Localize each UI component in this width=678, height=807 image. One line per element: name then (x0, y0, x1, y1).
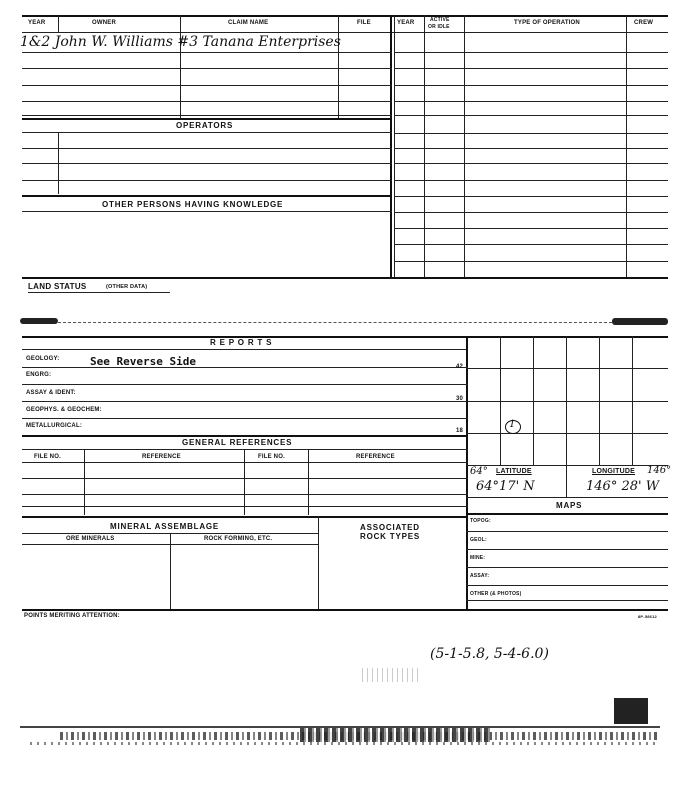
rock-forming-label: ROCK FORMING, ETC. (204, 536, 273, 542)
longitude-value: 146° 28' W (586, 479, 660, 494)
ore-minerals-label: ORE MINERALS (66, 536, 115, 542)
header-crew: CREW (634, 20, 654, 26)
circled-number: 1 (509, 419, 516, 430)
header-claim-name: CLAIM NAME (228, 20, 269, 26)
header-active: ACTIVE (430, 17, 450, 23)
geology-value: See Reverse Side (90, 355, 196, 368)
land-status-heading: LAND STATUS (28, 282, 87, 291)
header-file: FILE (357, 20, 371, 26)
reports-heading: R E P O R T S (210, 338, 273, 347)
header-or-idle: OR IDLE (428, 24, 450, 30)
associated-rock-types-line1: ASSOCIATED (360, 523, 420, 532)
ref-file-no-2: FILE NO. (258, 454, 285, 460)
operators-heading: OPERATORS (176, 121, 234, 130)
assay-label: ASSAY & IDENT: (26, 390, 76, 396)
ref-reference-2: REFERENCE (356, 454, 395, 460)
engrg-label: ENGRG: (26, 372, 52, 378)
maps-heading: MAPS (556, 501, 583, 510)
ref-file-no-1: FILE NO. (34, 454, 61, 460)
geophys-label: GEOPHYS. & GEOCHEM: (26, 407, 102, 413)
points-meriting-attention: POINTS MERITING ATTENTION: (24, 613, 120, 619)
mineral-assemblage-heading: MINERAL ASSEMBLAGE (110, 522, 220, 531)
header-type-of-operation: TYPE OF OPERATION (514, 20, 580, 26)
maps-geol: GEOL: (470, 537, 487, 543)
maps-mine: MINE: (470, 555, 486, 561)
longitude-label: LONGITUDE (592, 468, 636, 475)
maps-topog: TOPOG: (470, 518, 491, 524)
maps-assay: ASSAY: (470, 573, 490, 579)
latitude-value: 64°17' N (476, 479, 535, 494)
form-code: 8P-58612 (638, 614, 657, 619)
geology-label: GEOLOGY: (26, 356, 60, 362)
metallurgical-label: METALLURGICAL: (26, 423, 83, 429)
header-year-2: YEAR (397, 20, 415, 26)
header-owner: OWNER (92, 20, 116, 26)
margin-number-42: 42 (456, 364, 464, 370)
handwritten-claim-entry: 1&2 John W. Williams #3 Tanana Enterprises (20, 34, 341, 50)
land-status-subheading: (OTHER DATA) (106, 284, 148, 290)
maps-other: OTHER (& PHOTOS) (470, 591, 522, 597)
latitude-degree-note: 64° (470, 466, 488, 477)
longitude-degree-note: 146° (647, 465, 672, 476)
latitude-label: LATITUDE (496, 468, 532, 475)
handwritten-reference-note: (5-1-5.8, 5-4-6.0) (430, 646, 549, 662)
margin-number-18: 18 (456, 428, 464, 434)
other-persons-heading: OTHER PERSONS HAVING KNOWLEDGE (102, 200, 284, 209)
header-year: YEAR (28, 20, 46, 26)
ref-reference-1: REFERENCE (142, 454, 181, 460)
margin-number-30: 30 (456, 396, 464, 402)
general-references-heading: GENERAL REFERENCES (182, 438, 293, 447)
associated-rock-types-line2: ROCK TYPES (360, 532, 421, 541)
